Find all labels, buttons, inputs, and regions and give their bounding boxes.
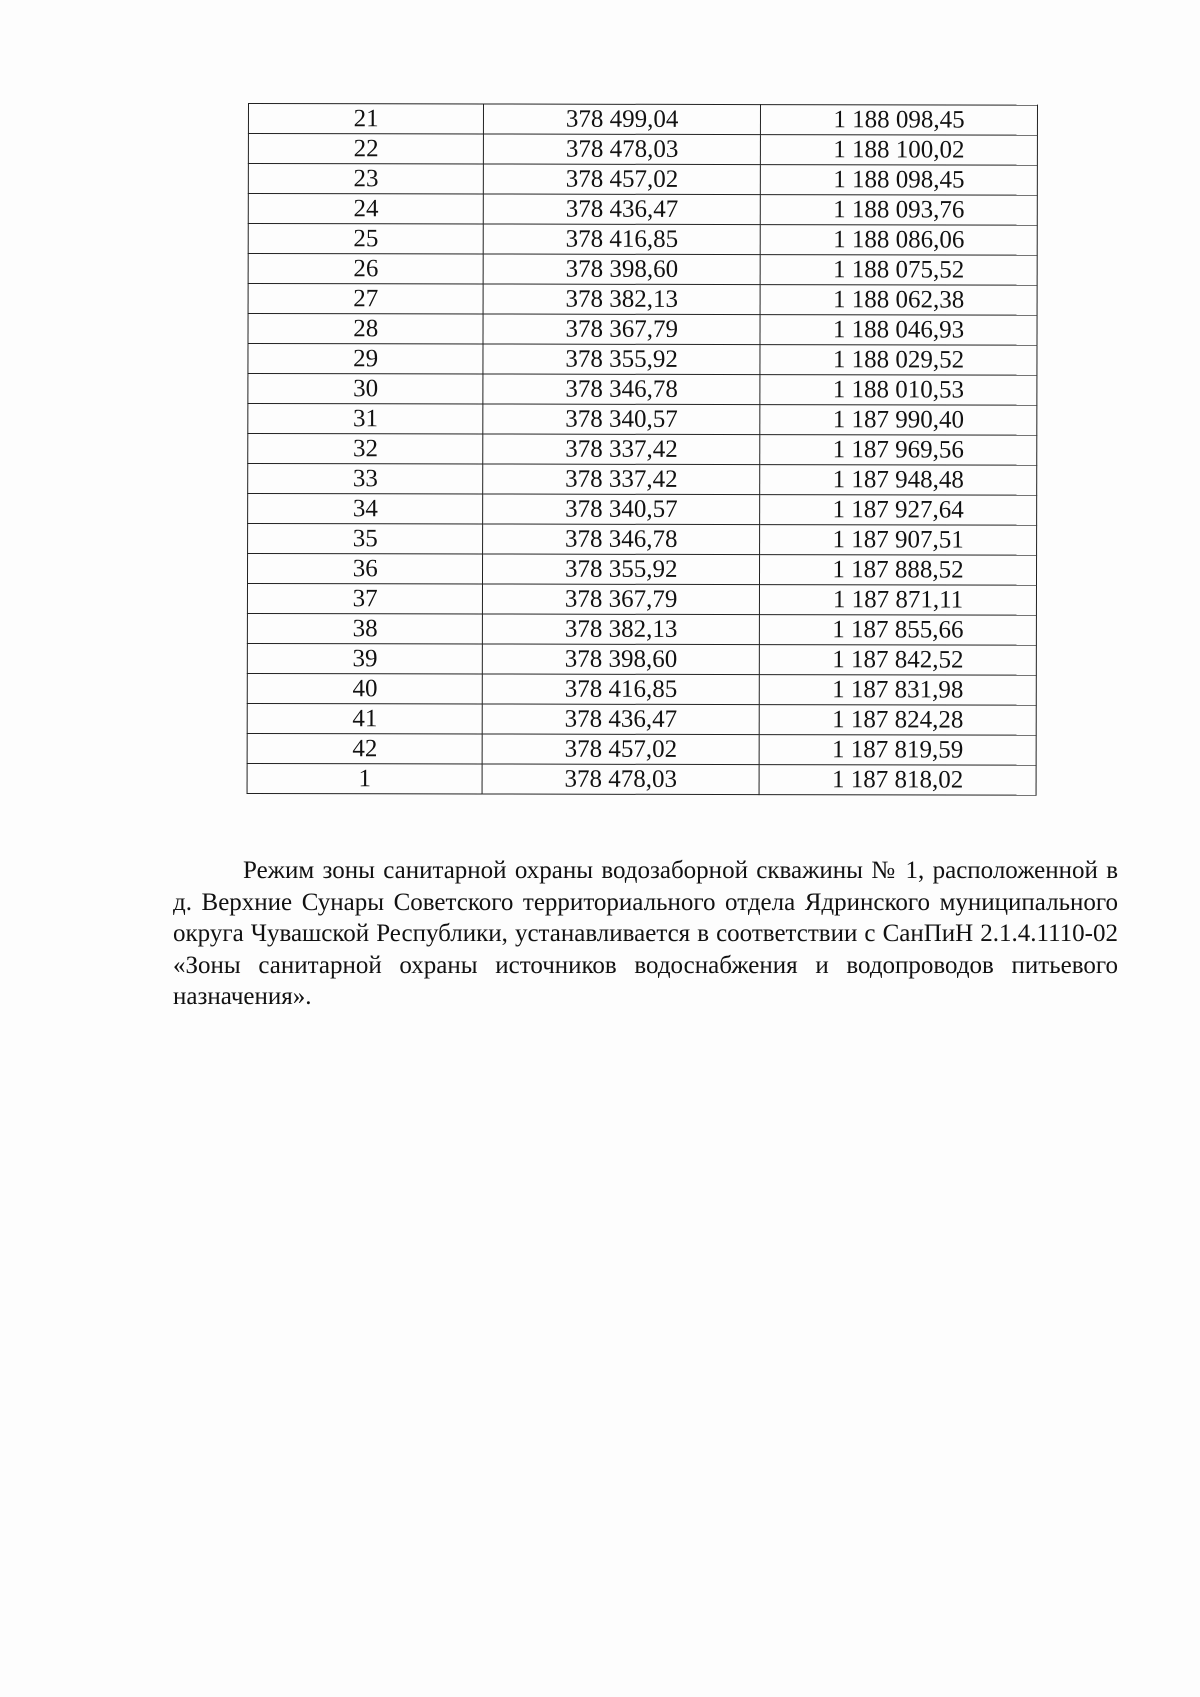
point-number-cell: 33 xyxy=(248,464,483,494)
y-coordinate-cell: 1 188 010,53 xyxy=(760,375,1037,406)
point-number-cell: 40 xyxy=(247,673,482,703)
table-row xyxy=(248,494,1037,526)
table-row xyxy=(248,224,1037,256)
point-number-cell: 37 xyxy=(247,584,482,614)
table-row xyxy=(248,434,1037,466)
table-row xyxy=(247,613,1036,645)
x-coordinate-cell: 378 457,02 xyxy=(482,734,759,765)
y-coordinate-cell: 1 188 075,52 xyxy=(760,255,1037,286)
point-number-cell: 38 xyxy=(247,613,482,643)
point-number-cell: 21 xyxy=(248,104,483,134)
x-coordinate-cell: 378 478,03 xyxy=(482,764,759,795)
x-coordinate-cell: 378 367,79 xyxy=(483,584,760,615)
x-coordinate-cell: 378 499,04 xyxy=(484,104,761,135)
x-coordinate-cell: 378 340,57 xyxy=(483,494,760,525)
x-coordinate-cell: 378 337,42 xyxy=(483,464,760,495)
x-coordinate-cell: 378 346,78 xyxy=(483,374,760,405)
x-coordinate-cell: 378 416,85 xyxy=(484,224,761,255)
y-coordinate-cell: 1 187 831,98 xyxy=(759,675,1036,706)
point-number-cell: 29 xyxy=(248,344,483,374)
x-coordinate-cell: 378 457,02 xyxy=(484,164,761,195)
y-coordinate-cell: 1 187 855,66 xyxy=(759,615,1036,646)
table-row xyxy=(247,733,1036,765)
point-number-cell: 23 xyxy=(248,164,483,194)
x-coordinate-cell: 378 478,03 xyxy=(484,134,761,165)
x-coordinate-cell: 378 355,92 xyxy=(483,554,760,585)
table-row xyxy=(248,284,1037,316)
table-row xyxy=(247,584,1036,616)
y-coordinate-cell: 1 187 818,02 xyxy=(759,765,1036,796)
coordinates-table-body xyxy=(247,104,1037,796)
x-coordinate-cell: 378 346,78 xyxy=(483,524,760,555)
y-coordinate-cell: 1 187 824,28 xyxy=(759,705,1036,736)
table-row xyxy=(247,554,1036,586)
table-row xyxy=(248,254,1037,286)
y-coordinate-cell: 1 188 098,45 xyxy=(761,105,1038,136)
point-number-cell: 27 xyxy=(248,284,483,314)
point-number-cell: 28 xyxy=(248,314,483,344)
y-coordinate-cell: 1 187 888,52 xyxy=(760,555,1037,586)
y-coordinate-cell: 1 187 871,11 xyxy=(760,585,1037,616)
table-row xyxy=(248,344,1037,376)
x-coordinate-cell: 378 340,57 xyxy=(483,404,760,435)
y-coordinate-cell: 1 187 990,40 xyxy=(760,405,1037,436)
point-number-cell: 35 xyxy=(248,524,483,554)
y-coordinate-cell: 1 187 842,52 xyxy=(759,645,1036,676)
point-number-cell: 31 xyxy=(248,404,483,434)
y-coordinate-cell: 1 188 029,52 xyxy=(760,345,1037,376)
table-row xyxy=(247,763,1036,795)
y-coordinate-cell: 1 188 100,02 xyxy=(760,135,1037,166)
y-coordinate-cell: 1 188 093,76 xyxy=(760,195,1037,226)
x-coordinate-cell: 378 416,85 xyxy=(483,674,760,705)
point-number-cell: 41 xyxy=(247,703,482,733)
x-coordinate-cell: 378 436,47 xyxy=(484,194,761,225)
x-coordinate-cell: 378 355,92 xyxy=(483,344,760,375)
table-row xyxy=(248,374,1037,406)
x-coordinate-cell: 378 337,42 xyxy=(483,434,760,465)
y-coordinate-cell: 1 187 969,56 xyxy=(760,435,1037,466)
coordinates-table xyxy=(247,103,1038,796)
x-coordinate-cell: 378 382,13 xyxy=(483,614,760,645)
x-coordinate-cell: 378 398,60 xyxy=(483,644,760,675)
point-number-cell: 22 xyxy=(248,134,483,164)
table-row xyxy=(248,134,1037,166)
y-coordinate-cell: 1 188 098,45 xyxy=(760,165,1037,196)
point-number-cell: 25 xyxy=(248,224,483,254)
x-coordinate-cell: 378 382,13 xyxy=(483,284,760,315)
table-row xyxy=(248,194,1037,226)
table-row xyxy=(247,643,1036,675)
y-coordinate-cell: 1 188 086,06 xyxy=(760,225,1037,256)
point-number-cell: 26 xyxy=(248,254,483,284)
table-row xyxy=(248,464,1037,496)
table-row xyxy=(248,164,1037,196)
point-number-cell: 1 xyxy=(247,763,482,793)
point-number-cell: 24 xyxy=(248,194,483,224)
table-row xyxy=(247,673,1036,705)
point-number-cell: 34 xyxy=(248,494,483,524)
point-number-cell: 36 xyxy=(247,554,482,584)
x-coordinate-cell: 378 398,60 xyxy=(483,254,760,285)
y-coordinate-cell: 1 188 062,38 xyxy=(760,285,1037,316)
table-row xyxy=(248,404,1037,436)
x-coordinate-cell: 378 367,79 xyxy=(483,314,760,345)
y-coordinate-cell: 1 187 907,51 xyxy=(760,525,1037,556)
table-row xyxy=(248,104,1037,136)
regime-paragraph: Режим зоны санитарной охраны водозаборной скважины № 1, расположенной в д. Верхние Сунары Советского территориального отдела Ядринского муниципального округа Чувашской Республики, устанавливается в соответствии с СанПиН 2.1.4.1110-02 «Зоны санитарной охраны источников водоснабжения и водопроводов питьевого назначения». xyxy=(173,857,1118,1010)
y-coordinate-cell: 1 187 927,64 xyxy=(760,495,1037,526)
x-coordinate-cell: 378 436,47 xyxy=(483,704,760,735)
y-coordinate-cell: 1 188 046,93 xyxy=(760,315,1037,346)
table-row xyxy=(248,524,1037,556)
point-number-cell: 32 xyxy=(248,434,483,464)
table-row xyxy=(248,314,1037,346)
table-row xyxy=(247,703,1036,735)
point-number-cell: 42 xyxy=(247,733,482,763)
y-coordinate-cell: 1 187 819,59 xyxy=(759,735,1036,766)
point-number-cell: 30 xyxy=(248,374,483,404)
y-coordinate-cell: 1 187 948,48 xyxy=(760,465,1037,496)
point-number-cell: 39 xyxy=(247,643,482,673)
